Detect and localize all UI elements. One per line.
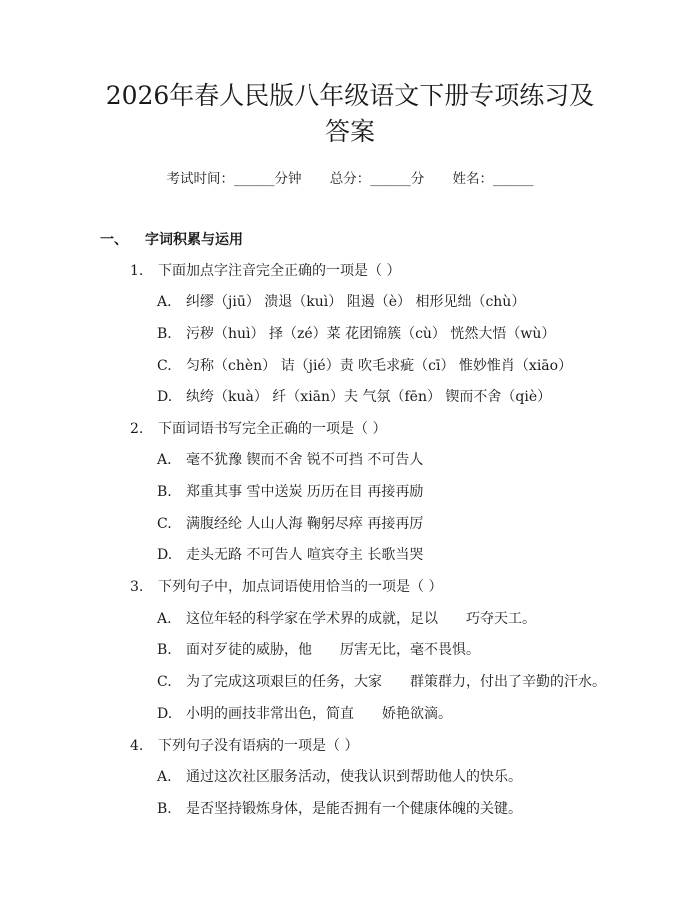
exam-score: 总分：______分 (329, 171, 425, 187)
option-3a (157, 610, 536, 628)
option-label: C. (157, 358, 172, 374)
question-text: 下列句子没有语病的一项是（ ） (158, 738, 359, 754)
option-2b (157, 483, 423, 501)
option-2a (157, 451, 423, 469)
question-3 (130, 578, 442, 596)
option-label: D. (157, 547, 173, 563)
question-4 (130, 737, 358, 755)
option-text: 污秽（huì） 择（zé）菜 花团锦簇（cù） 恍然大悟（wù） (186, 326, 556, 342)
option-2c (157, 515, 423, 533)
section-heading (100, 229, 243, 249)
option-text: 郑重其事 雪中送炭 历历在目 再接再励 (186, 484, 424, 500)
option-label: B. (157, 801, 172, 817)
option-text: 匀称（chèn） 诘（jié）责 吹毛求疵（cī） 惟妙惟肖（xiāo） (186, 358, 573, 374)
option-text: 为了完成这项艰巨的任务，大家 群策群力，付出了辛勤的汗水。 (186, 674, 606, 690)
section-label: 字词积累与运用 (145, 232, 243, 248)
exam-time: 考试时间：______分钟 (166, 171, 302, 187)
option-4a (157, 768, 522, 786)
option-label: A. (157, 769, 172, 785)
option-text: 通过这次社区服务活动，使我认识到帮助他人的快乐。 (186, 769, 522, 785)
option-1a (157, 293, 525, 311)
option-2d (157, 546, 423, 564)
option-text: 小明的画技非常出色，简直 娇艳欲滴。 (186, 706, 452, 722)
question-number: 4. (130, 738, 144, 754)
question-text: 下面词语书写完全正确的一项是（ ） (158, 421, 387, 437)
title-line-1: 2026年春人民版八年级语文下册专项练习及 (105, 81, 595, 110)
question-number: 2. (130, 421, 144, 437)
exam-name: 姓名：______ (452, 171, 534, 187)
option-1b (157, 325, 555, 343)
option-text: 是否坚持锻炼身体，是能否拥有一个健康体魄的关键。 (186, 801, 522, 817)
option-3b (157, 641, 480, 659)
option-label: B. (157, 484, 172, 500)
option-label: D. (157, 389, 173, 405)
title-line-2: 答案 (324, 117, 375, 146)
option-label: C. (157, 516, 172, 532)
option-label: B. (157, 642, 172, 658)
option-text: 毫不犹豫 锲而不舍 锐不可挡 不可告人 (186, 452, 424, 468)
option-1d (157, 388, 551, 406)
option-text: 走头无路 不可告人 喧宾夺主 长歌当哭 (186, 547, 424, 563)
option-label: D. (157, 706, 173, 722)
question-2 (130, 420, 386, 438)
question-1 (130, 262, 400, 280)
option-label: A. (157, 611, 172, 627)
option-1c (157, 357, 572, 375)
section-number: 一、 (100, 232, 128, 248)
option-label: A. (157, 294, 172, 310)
option-label: B. (157, 326, 172, 342)
option-4b (157, 800, 522, 818)
question-number: 1. (130, 263, 144, 279)
option-text: 满腹经纶 人山人海 鞠躬尽瘁 再接再厉 (186, 516, 424, 532)
question-text: 下面加点字注音完全正确的一项是（ ） (158, 263, 401, 279)
option-text: 这位年轻的科学家在学术界的成就，足以 巧夺天工。 (186, 611, 536, 627)
option-label: A. (157, 452, 172, 468)
option-text: 纠缪（jiū） 溃退（kuì） 阻遏（è） 相形见绌（chù） (186, 294, 526, 310)
option-text: 面对歹徒的威胁，他 厉害无比，毫不畏惧。 (186, 642, 480, 658)
question-text: 下列句子中，加点词语使用恰当的一项是（ ） (158, 579, 443, 595)
option-3d (157, 705, 452, 723)
document-title (60, 78, 640, 150)
exam-meta (0, 170, 700, 188)
question-number: 3. (130, 579, 144, 595)
option-label: C. (157, 674, 172, 690)
option-text: 纨绔（kuà） 纤（xiān）夫 气氛（fēn） 锲而不舍（qiè） (186, 389, 552, 405)
option-3c (157, 673, 606, 691)
